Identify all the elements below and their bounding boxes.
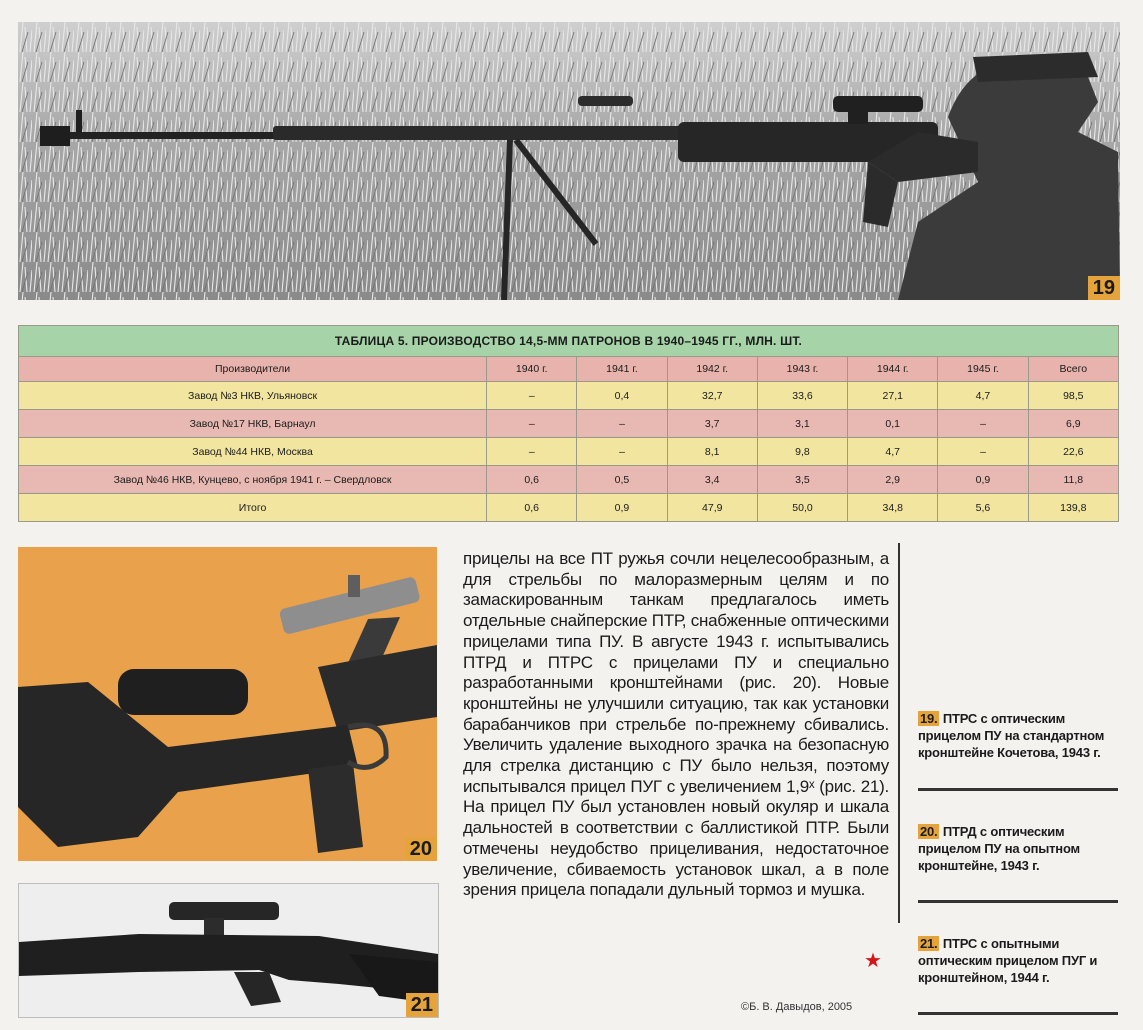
cell-value: 3,7 bbox=[667, 410, 757, 438]
header-1945: 1945 г. bbox=[938, 357, 1028, 382]
cell-value: 0,5 bbox=[577, 466, 667, 494]
caption-text: ПТРД с оптическим прицелом ПУ на опытном кронштейне, 1943 г. bbox=[918, 824, 1080, 873]
caption-19 bbox=[918, 710, 1123, 761]
cell-value: – bbox=[577, 410, 667, 438]
cell-value: 27,1 bbox=[848, 382, 938, 410]
cell-value: 4,7 bbox=[848, 438, 938, 466]
cell-value: 4,7 bbox=[938, 382, 1028, 410]
cell-value: 34,8 bbox=[848, 494, 938, 522]
article-body-text: прицелы на все ПТ ружья сочли нецелесообразным, а для стрельбы по малоразмерным целям и по замаскированным танкам предлагалось иметь отдельные снайперские ПТР, снабженные оптическими прицелами типа ПУ. В августе 1943 г. испытывались ПТРД и ПТРС с прицелами ПУ и специально разработанными кронштейнами (рис. 20). Новые кронштейны не улучшили ситуацию, так как установки барабанчиков при стрельбе по-прежнему сбивались. Увеличить удаление выходного зрачка на безопасную для стрелка дистанцию с ПУ было нельзя, поэтому испытывался прицел ПУГ с увеличением 1,9ˣ (рис. 21). На прицел ПУ был установлен новый окуляр и шкала дальностей в соответствии с баллистикой ПТР. Были отмечены неудобство прицеливания, недостаточное увеличение, сбиваемость установок шкал, а в поле зрения прицела попадали дульный тормоз и мушка. bbox=[463, 549, 889, 900]
header-1940: 1940 г. bbox=[487, 357, 577, 382]
cell-value: 50,0 bbox=[757, 494, 847, 522]
photo-19-ptrs-rifle bbox=[18, 22, 1120, 300]
cell-value: 47,9 bbox=[667, 494, 757, 522]
cell-value: – bbox=[487, 410, 577, 438]
cell-value: 0,1 bbox=[848, 410, 938, 438]
figure-number-21: 21 bbox=[406, 993, 438, 1017]
cell-value: 11,8 bbox=[1028, 466, 1118, 494]
caption-rule bbox=[918, 1012, 1118, 1015]
cell-value: 98,5 bbox=[1028, 382, 1118, 410]
cell-value: 2,9 bbox=[848, 466, 938, 494]
table-header-row bbox=[19, 357, 1119, 382]
caption-text: ПТРС с оптическим прицелом ПУ на стандартном кронштейне Кочетова, 1943 г. bbox=[918, 711, 1105, 760]
header-producers: Производители bbox=[19, 357, 487, 382]
cell-value: 0,4 bbox=[577, 382, 667, 410]
cell-value: 3,5 bbox=[757, 466, 847, 494]
caption-number: 21. bbox=[920, 936, 938, 951]
photo-21-illustration bbox=[19, 884, 438, 1017]
cell-producer: Завод №46 НКВ, Кунцево, с ноября 1941 г. – Свердловск bbox=[19, 466, 487, 494]
cell-value: 139,8 bbox=[1028, 494, 1118, 522]
photo-21-ptrs-pug-scope bbox=[18, 883, 439, 1018]
cell-value: 0,9 bbox=[577, 494, 667, 522]
header-1944: 1944 г. bbox=[848, 357, 938, 382]
cell-value: 9,8 bbox=[757, 438, 847, 466]
table-total-row bbox=[19, 494, 1119, 522]
cell-value: 3,1 bbox=[757, 410, 847, 438]
caption-text: ПТРС с опытными оптическим прицелом ПУГ и кронштейном, 1944 г. bbox=[918, 936, 1098, 985]
photo-20-illustration bbox=[18, 547, 437, 861]
caption-number: 19. bbox=[920, 711, 938, 726]
cell-value: – bbox=[938, 438, 1028, 466]
table-row bbox=[19, 382, 1119, 410]
cell-value: 6,9 bbox=[1028, 410, 1118, 438]
figure-number-20: 20 bbox=[405, 837, 437, 861]
table-title-row bbox=[19, 326, 1119, 357]
cell-value: 22,6 bbox=[1028, 438, 1118, 466]
table-row bbox=[19, 410, 1119, 438]
header-1943: 1943 г. bbox=[757, 357, 847, 382]
end-star-icon: ★ bbox=[864, 950, 882, 972]
caption-20 bbox=[918, 823, 1123, 874]
column-divider bbox=[898, 543, 900, 923]
caption-rule bbox=[918, 788, 1118, 791]
table-row bbox=[19, 466, 1119, 494]
cell-total-label: Итого bbox=[19, 494, 487, 522]
cell-producer: Завод №3 НКВ, Ульяновск bbox=[19, 382, 487, 410]
copyright-note: ©Б. В. Давыдов, 2005 bbox=[741, 1001, 853, 1013]
cell-value: 0,9 bbox=[938, 466, 1028, 494]
cell-value: – bbox=[938, 410, 1028, 438]
cell-producer: Завод №17 НКВ, Барнаул bbox=[19, 410, 487, 438]
cell-producer: Завод №44 НКВ, Москва bbox=[19, 438, 487, 466]
photo-20-ptrd-scope bbox=[18, 547, 437, 861]
cell-value: – bbox=[487, 382, 577, 410]
caption-21 bbox=[918, 935, 1123, 986]
photo-19-illustration bbox=[18, 22, 1120, 300]
cell-value: 33,6 bbox=[757, 382, 847, 410]
table-title: ТАБЛИЦА 5. ПРОИЗВОДСТВО 14,5-ММ ПАТРОНОВ В 1940–1945 ГГ., МЛН. ШТ. bbox=[19, 326, 1119, 357]
cell-value: – bbox=[487, 438, 577, 466]
production-table bbox=[18, 325, 1119, 522]
header-1941: 1941 г. bbox=[577, 357, 667, 382]
cell-value: 0,6 bbox=[487, 466, 577, 494]
cell-value: – bbox=[577, 438, 667, 466]
cell-value: 32,7 bbox=[667, 382, 757, 410]
cell-value: 3,4 bbox=[667, 466, 757, 494]
caption-rule bbox=[918, 900, 1118, 903]
cell-value: 0,6 bbox=[487, 494, 577, 522]
caption-number: 20. bbox=[920, 824, 938, 839]
figure-number-19: 19 bbox=[1088, 276, 1120, 300]
cell-value: 5,6 bbox=[938, 494, 1028, 522]
cell-value: 8,1 bbox=[667, 438, 757, 466]
table-row bbox=[19, 438, 1119, 466]
header-1942: 1942 г. bbox=[667, 357, 757, 382]
header-total: Всего bbox=[1028, 357, 1118, 382]
